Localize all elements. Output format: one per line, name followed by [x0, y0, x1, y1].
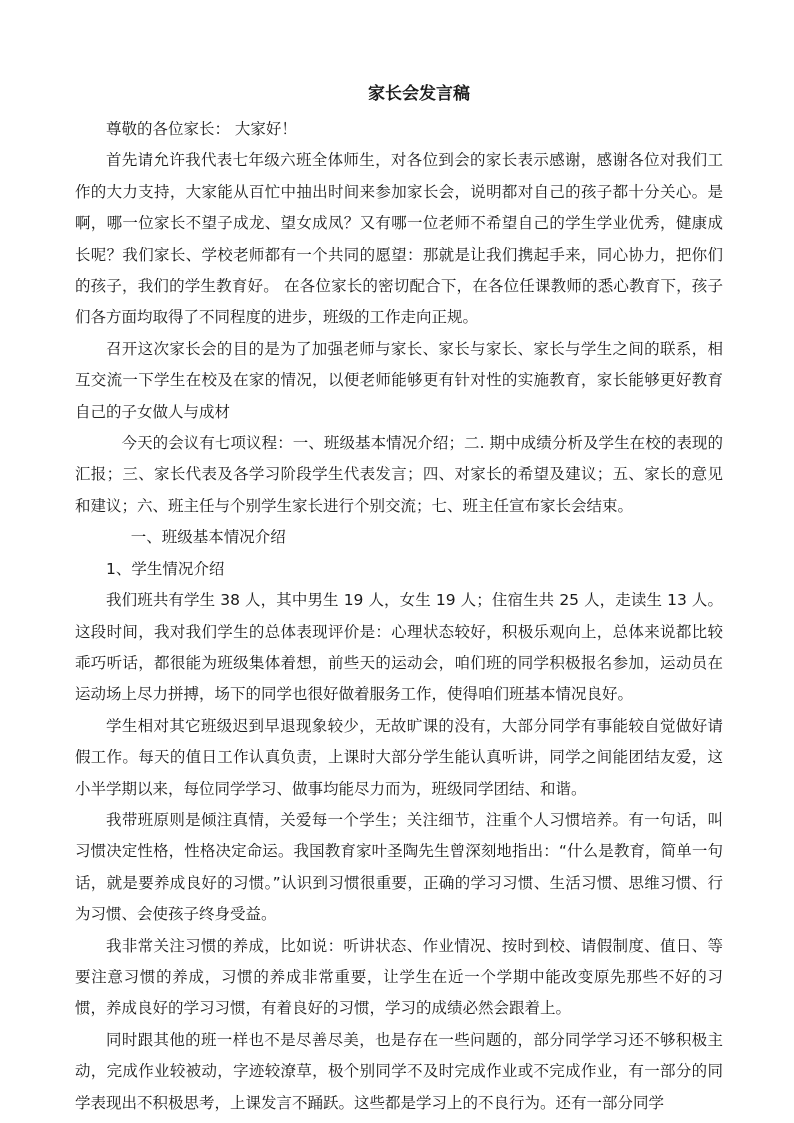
document-page	[75, 74, 723, 1119]
purpose-paragraph: 召开这次家长会的目的是为了加强老师与家长、家长与家长、家长与学生之间的联系，相互交流一下学生在校及在家的情况，以便老师能够更有针对性的实施教育，家长能够更好教育自己的子女做人与成材	[75, 339, 723, 421]
problems-paragraph: 同时跟其他的班一样也不是尽善尽美，也是存在一些问题的，部分同学学习还不够积极主动，完成作业较被动，字迹较潦草，极个别同学不及时完成作业或不完成作业，有一部分的同学表现出不积极思考，上课发言不踊跃。这些都是学习上的不良行为。还有一部分同学	[75, 1030, 723, 1112]
opening-paragraph: 首先请允许我代表七年级六班全体师生，对各位到会的家长表示感谢，感谢各位对我们工作的大力支持，大家能从百忙中抽出时间来参加家长会，说明都对自己的孩子都十分关心。是啊，哪一位家长不望子成龙、望女成凤？又有哪一位老师不希望自己的学生学业优秀，健康成长呢？我们家长、学校老师都有一个共同的愿望：那就是让我们携起手来，同心协力，把你们的孩子，我们的学生教育好。 在各位家长的密切配合下，在各位任课教师的悉心教育下，孩子们各方面均取得了不同程度的进步，班级的工作走向正规。	[75, 151, 723, 327]
student-overview-paragraph: 我们班共有学生 38 人，其中男生 19 人，女生 19 人；住宿生共 25 人，走读生 13 人。这段时间，我对我们学生的总体表现评价是：心理状态较好，积极乐观向上，总体来说都比较乖巧听话，都很能为班级集体着想，前些天的运动会，咱们班的同学积极报名参加，运动员在运动场上尽力拼搏，场下的同学也很好做着服务工作，使得咱们班基本情况良好。	[75, 591, 723, 704]
habits-paragraph: 我非常关注习惯的养成，比如说：听讲状态、作业情况、按时到校、请假制度、值日、等要注意习惯的养成，习惯的养成非常重要，让学生在近一个学期中能改变原先那些不好的习惯，养成良好的学习习惯，有着良好的习惯，学习的成绩必然会跟着上。	[75, 936, 723, 1018]
document-title: 家长会发言稿	[368, 84, 470, 104]
agenda-paragraph: 今天的会议有七项议程：一、班级基本情况介绍；二. 期中成绩分析及学生在校的表现的汇报；三、家长代表及各学习阶段学生代表发言；四、对家长的希望及建议；五、家长的意见和建议；六、班主任与个别学生家长进行个别交流；七、班主任宣布家长会结束。	[75, 434, 723, 515]
section-heading: 一、班级基本情况介绍	[130, 528, 286, 547]
salutation-paragraph: 尊敬的各位家长： 大家好！	[106, 120, 297, 138]
principles-paragraph: 我带班原则是倾注真情，关爱每一个学生；关注细节，注重个人习惯培养。有一句话，叫习惯决定性格，性格决定命运。我国教育家叶圣陶先生曾深刻地指出：“什么是教育，简单一句话，就是要养成良好的习惯。”认识到习惯很重要，正确的学习习惯、生活习惯、思维习惯、行为习惯、会使孩子终身受益。	[75, 810, 723, 924]
subsection-heading: 1、学生情况介绍	[106, 559, 225, 578]
attendance-paragraph: 学生相对其它班级迟到早退现象较少，无故旷课的没有，大部分同学有事能较自觉做好请假工作。每天的值日工作认真负责，上课时大部分学生能认真听讲，同学之间能团结友爱，这小半学期以来，每位同学学习、做事均能尽力而为，班级同学团结、和谐。	[75, 716, 723, 798]
